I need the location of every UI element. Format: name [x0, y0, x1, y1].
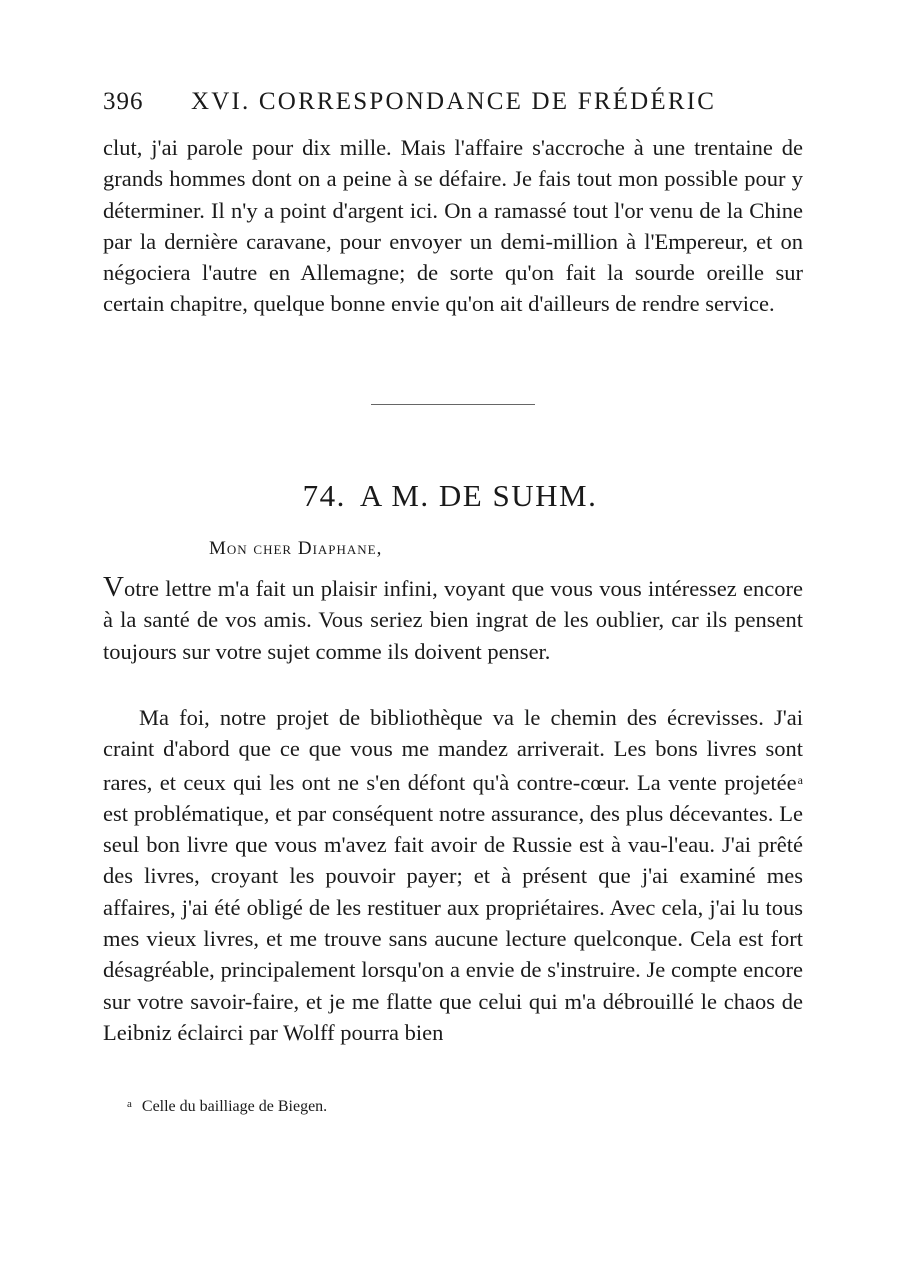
running-head: [103, 88, 803, 122]
letter-title: A M. DE SUHM.: [359, 478, 598, 513]
footnote-reference[interactable]: a: [797, 772, 803, 787]
paragraph-2-text-a: Ma foi, notre projet de bibliothèque va le chemin des écrevisses. J'ai craint d'abord que ce que vous me mandez arriverait. Les bons livres sont rares, et ceux qui les ont ne s'en défont qu'à contre-cœur. La vente projetée: [103, 705, 803, 795]
letter-number: 74.: [302, 478, 346, 513]
paragraph-2-text-b: est problématique, et par conséquent notre assurance, des plus décevantes. Le seul bon livre que vous m'avez fait avoir de Russie est à vau-l'eau. J'ai prêté des livres, croyant les pouvoir payer; et à présent que j'ai examiné mes affaires, j'ai été obligé de les restituer aux propriétaires. Avec cela, j'ai lu tous mes vieux livres, et me trouve sans aucune lecture quelconque. Cela est fort désagréable, principalement lorsqu'on a envie de s'instruire. Je compte encore sur votre savoir-faire, et je me flatte que celui qui m'a débrouillé le chaos de Leibniz éclairci par Wolff pourra bien: [103, 800, 803, 1045]
footnote-marker: a: [127, 1098, 132, 1110]
initial-letter: V: [103, 571, 124, 603]
page-number: 396: [103, 88, 144, 115]
letter-paragraph-1: [103, 572, 803, 667]
letter-salutation: Mon cher Diaphane,: [209, 538, 383, 559]
letter-heading: [0, 478, 900, 514]
footnote: [127, 1094, 327, 1117]
running-title: XVI. CORRESPONDANCE DE FRÉDÉRIC: [191, 88, 717, 115]
footnote-text: Celle du bailliage de Biegen.: [141, 1098, 328, 1115]
letter-paragraph-2: [103, 702, 803, 1048]
section-divider: [371, 404, 535, 405]
continuation-paragraph: clut, j'ai parole pour dix mille. Mais l'affaire s'accroche à une trentaine de grands hommes dont on a peine à se défaire. Je fais tout mon possible pour y déterminer. Il n'y a point d'argent ici. On a ramassé tout l'or venu de la Chine par la dernière caravane, pour envoyer un demi-million à l'Empereur, et on négociera l'autre en Allemagne; de sorte qu'on fait la sourde oreille sur certain chapitre, quelque bonne envie qu'on ait d'ailleurs de rendre service.: [103, 135, 803, 317]
paragraph-1-text: otre lettre m'a fait un plaisir infini, voyant que vous vous intéressez encore à la santé de vos amis. Vous seriez bien ingrat de les oublier, car ils pensent toujours sur votre sujet comme ils doivent penser.: [103, 576, 803, 664]
